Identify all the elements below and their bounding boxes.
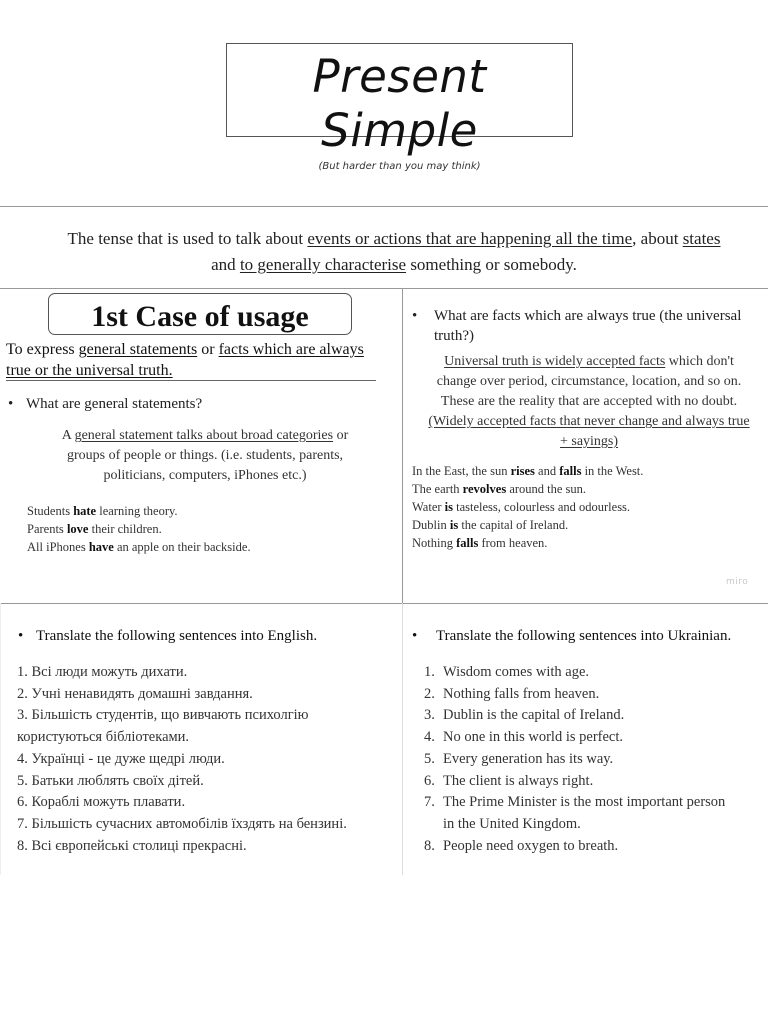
list-item: 8. People need oxygen to breath. (424, 837, 619, 854)
translate-ukrainian-list (424, 662, 734, 857)
list-item: 1. Wisdom comes with age. (424, 664, 589, 680)
divider-vertical-upper (402, 288, 403, 603)
example-line: Parents love their children. (27, 522, 162, 536)
list-item: 6. The client is always right. (424, 772, 594, 789)
page-title: Present Simple (312, 50, 487, 157)
example-line: The earth revolves around the sun. (412, 482, 587, 496)
divider-intro-bottom (0, 288, 768, 289)
list-item: 5. Батьки люблять своїх дітей. (17, 772, 204, 789)
example-line: Water is tasteless, colourless and odourless. (412, 500, 631, 514)
general-statements-question: • What are general statements? (8, 396, 203, 412)
general-statement-definition: A general statement talks about broad categories or groups of people or things. (i.e. students, parents, politicians, computers, iPhones etc.) (61, 428, 349, 483)
divider-left-edge (0, 603, 1, 875)
list-item: 2. Учні ненавидять домашні завдання. (17, 685, 253, 702)
example-line: Dublin is the capital of Ireland. (412, 518, 569, 532)
example-line: Nothing falls from heaven. (412, 536, 548, 550)
universal-truth-definition: Universal truth is widely accepted facts which don't change over period, circumstance, location, and so on. These are the reality that are accepted with no doubt. (Widely accepted facts that never change and always true + sayings) (428, 354, 750, 449)
translate-english-list (17, 662, 385, 857)
list-item: 8. Всі європейські столиці прекрасні. (17, 837, 247, 854)
universal-truth-examples (412, 462, 764, 552)
list-item: 5. Every generation has its way. (424, 750, 614, 767)
intro-definition: The tense that is used to talk about events or actions that are happening all the time, about states and to generally characterise something or somebody. (67, 229, 721, 274)
title-box (226, 43, 573, 172)
list-item: 6. Кораблі можуть плавати. (17, 794, 186, 811)
list-item: 2. Nothing falls from heaven. (424, 685, 600, 702)
list-item: 7. The Prime Minister is the most important person in the United Kingdom. (424, 794, 726, 832)
example-line: In the East, the sun rises and falls in the West. (412, 464, 644, 478)
list-item: 4. Українці - це дуже щедрі люди. (17, 750, 225, 767)
divider-top (0, 206, 768, 207)
translate-ukrainian-heading: • Translate the following sentences into Ukrainian. (412, 628, 732, 644)
general-statement-examples (27, 502, 387, 556)
list-item: 4. No one in this world is perfect. (424, 729, 624, 746)
miro-watermark: miro (726, 577, 749, 587)
case-description: To express general statements or facts which are always true or the universal truth. (6, 341, 364, 379)
divider-middle (0, 603, 768, 604)
page-subtitle: (But harder than you may think) (318, 161, 481, 172)
translate-english-heading: • Translate the following sentences into English. (18, 628, 318, 644)
divider-vertical-lower (402, 603, 403, 875)
case-title: 1st Case of usage (48, 293, 352, 335)
list-item: 3. Більшість студентів, що вивчають психолгію користуються бібліотеками. (17, 707, 309, 746)
case-underline (6, 380, 376, 381)
list-item: 1. Всі люди можуть дихати. (17, 664, 188, 680)
list-item: 7. Більшість сучасних автомобілів їхздять на бензині. (17, 815, 347, 832)
example-line: Students hate learning theory. (27, 504, 178, 518)
example-line: All iPhones have an apple on their backside. (27, 540, 251, 554)
list-item: 3. Dublin is the capital of Ireland. (424, 707, 625, 724)
universal-truth-question: • What are facts which are always true (the universal truth?) (412, 308, 742, 344)
